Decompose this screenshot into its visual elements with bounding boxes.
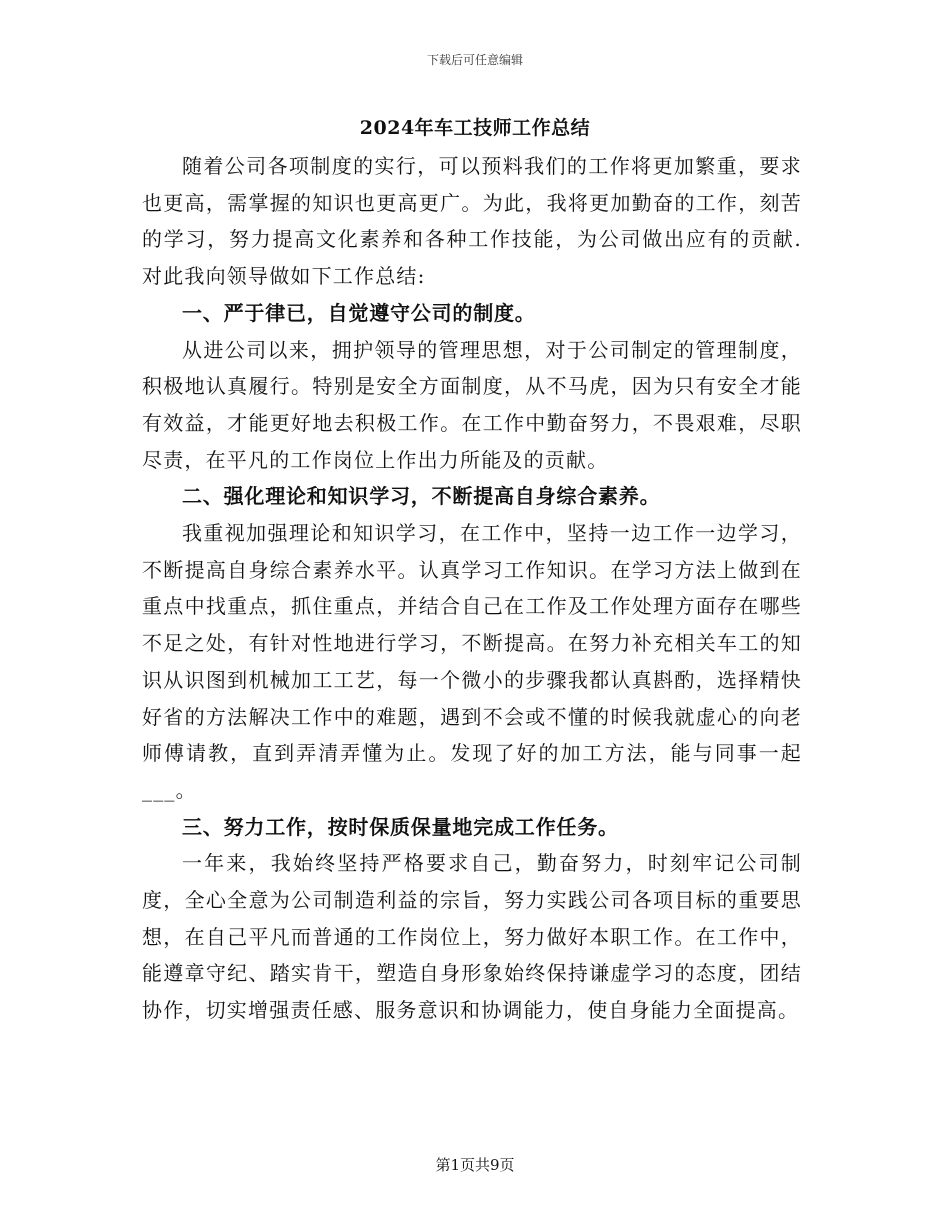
section-heading-2: 二、强化理论和知识学习，不断提高自身综合素养。: [182, 484, 661, 509]
page-number: 第1页共9页: [435, 1156, 515, 1174]
section-paragraph-3: 一年来，我始终坚持严格要求自己，勤奋努力，时刻牢记公司制度，全心全意为公司制造利益的宗旨，努力实践公司各项目标的重要思想，在自己平凡而普通的工作岗位上，努力做好本职工作。在工作中，能遵章守纪、踏实肯干，塑造自身形象始终保持谦虚学习的态度，团结协作，切实增强责任感、服务意识和协调能力，使自身能力全面提高。: [142, 851, 802, 1023]
document-title: 2024年车工技师工作总结: [359, 117, 591, 139]
section-heading-1: 一、严于律已，自觉遵守公司的制度。: [182, 300, 536, 325]
section-paragraph-2: 我重视加强理论和知识学习，在工作中，坚持一边工作一边学习，不断提高自身综合素养水平。认真学习工作知识。在学习方法上做到在重点中找重点，抓住重点，并结合自己在工作及工作处理方面存在哪些不足之处，有针对性地进行学习，不断提高。在努力补充相关车工的知识从识图到机械加工工艺，每一个微小的步骤我都认真斟酌，选择精快好省的方法解决工作中的难题，遇到不会或不懂的时候我就虚心的向老师傅请教，直到弄清弄懂为止。发现了好的加工方法，能与同事一起___。: [142, 521, 802, 802]
section-heading-3: 三、努力工作，按时保质保量地完成工作任务。: [182, 814, 619, 839]
intro-paragraph: 随着公司各项制度的实行，可以预料我们的工作将更加繁重，要求也更高，需掌握的知识也更高更广。为此，我将更加勤奋的工作，刻苦的学习，努力提高文化素养和各种工作技能，为公司做出应有的贡献.对此我向领导做如下工作总结:: [142, 154, 802, 289]
page-header-note: 下载后可任意编辑: [426, 53, 523, 67]
document-body: [142, 148, 802, 1029]
section-paragraph-1: 从进公司以来，拥护领导的管理思想，对于公司制定的管理制度，积极地认真履行。特别是安全方面制度，从不马虎，因为只有安全才能有效益，才能更好地去积极工作。在工作中勤奋努力，不畏艰难，尽职尽责，在平凡的工作岗位上作出力所能及的贡献。: [142, 337, 802, 472]
